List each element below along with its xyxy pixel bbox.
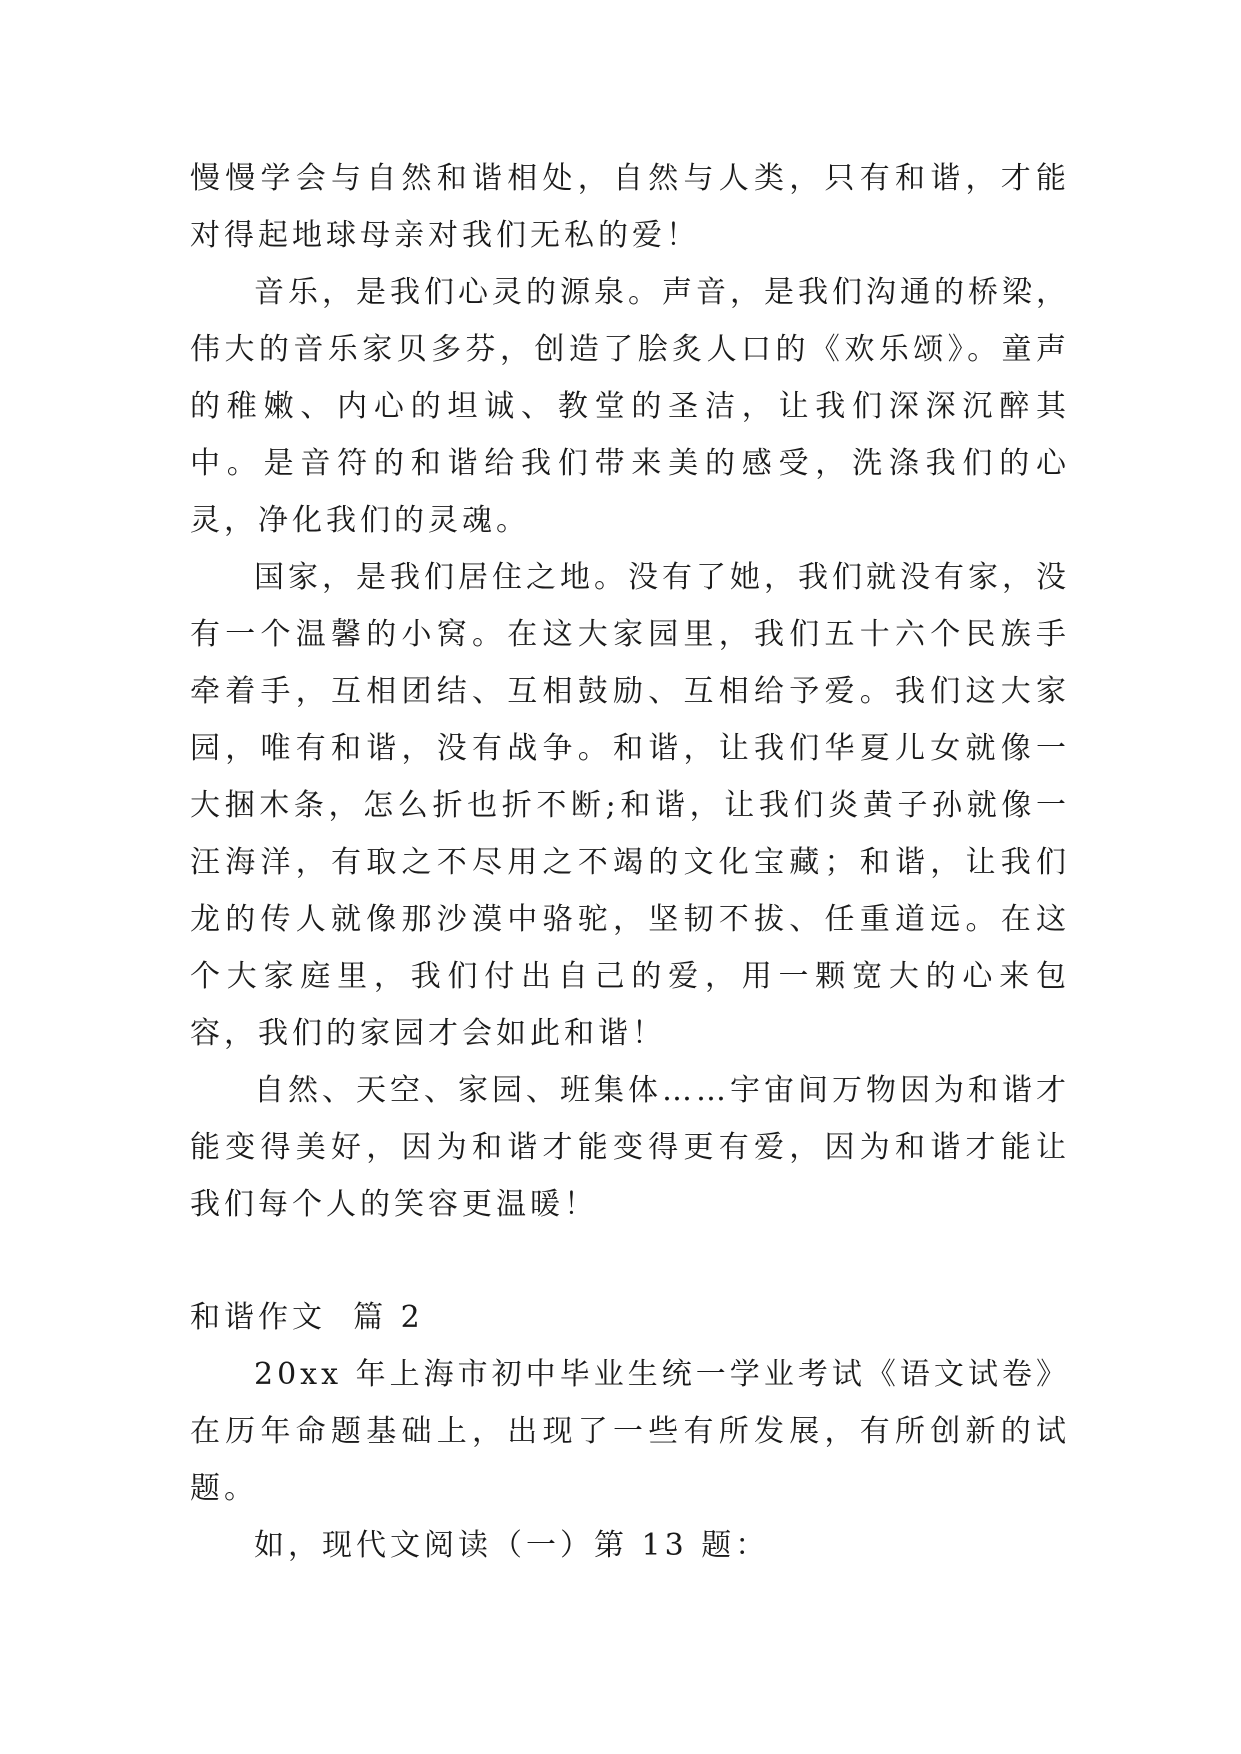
- paragraph-country: 国家，是我们居住之地。没有了她，我们就没有家，没有一个温馨的小窝。在这大家园里，我们五十六个民族手牵着手，互相团结、互相鼓励、互相给予爱。我们这大家园，唯有和谐，没有战争。和谐，让我们华夏儿女就像一大捆木条，怎么折也折不断;和谐，让我们炎黄子孙就像一汪海洋，有取之不尽用之不竭的文化宝藏；和谐，让我们龙的传人就像那沙漠中骆驼，坚韧不拔、任重道远。在这个大家庭里，我们付出自己的爱，用一颗宽大的心来包容，我们的家园才会如此和谐！: [190, 560, 1070, 1051]
- document-body: [190, 150, 1070, 1574]
- paragraph-conclusion: 自然、天空、家园、班集体……宇宙间万物因为和谐才能变得美好，因为和谐才能变得更有爱，因为和谐才能让我们每个人的笑容更温暖！: [190, 1073, 1070, 1222]
- paragraph-exam-intro: 20xx 年上海市初中毕业生统一学业考试《语文试卷》在历年命题基础上，出现了一些有所发展，有所创新的试题。: [190, 1357, 1070, 1506]
- paragraph-music: 音乐，是我们心灵的源泉。声音，是我们沟通的桥梁，伟大的音乐家贝多芬，创造了脍炙人口的《欢乐颂》。童声的稚嫩、内心的坦诚、教堂的圣洁，让我们深深沉醉其中。是音符的和谐给我们带来美的感受，洗涤我们的心灵，净化我们的灵魂。: [190, 275, 1070, 538]
- section-gap: [190, 1233, 1070, 1289]
- paragraph-question-13: 如，现代文阅读（一）第 13 题：: [254, 1528, 770, 1563]
- section-title: 和谐作文 篇 2: [190, 1300, 424, 1335]
- paragraph-nature-ending: 慢慢学会与自然和谐相处，自然与人类，只有和谐，才能对得起地球母亲对我们无私的爱！: [190, 161, 1070, 253]
